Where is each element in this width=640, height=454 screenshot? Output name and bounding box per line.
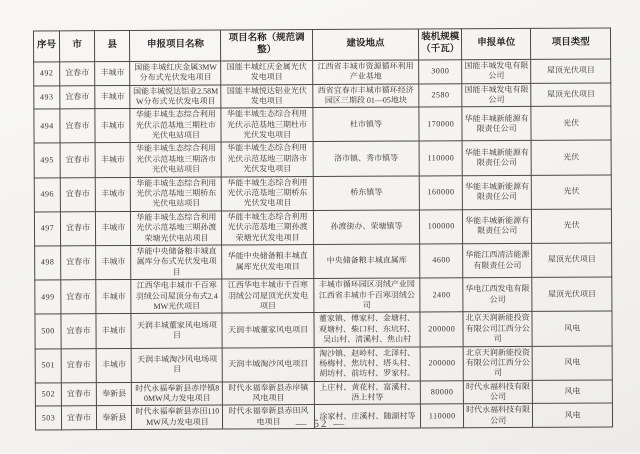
table-cell: 洛市镇、秀市镇等 xyxy=(313,141,420,176)
table-cell: 华能丰城生态综合利用光伏示范基地三期桥东光伏电站项目 xyxy=(131,177,222,212)
table-cell: 2580 xyxy=(419,83,462,107)
table-cell: 天润丰城董家风电项目 xyxy=(222,313,313,348)
table-cell: 华能丰城生态综合利用光伏示范基地三期杜市光伏电站项目 xyxy=(130,108,221,143)
table-cell: 华电江西发电有限公司 xyxy=(463,278,532,313)
table-cell: 华能丰城新能源有限责任公司 xyxy=(462,141,531,176)
table-cell: 丰城市 xyxy=(96,245,131,279)
table-cell: 国能丰城红庆金属光伏发电项目 xyxy=(221,60,312,84)
column-header-installed-capacity: 装机规模（千瓦） xyxy=(419,29,462,60)
table-cell: 国能丰城发电有限公司 xyxy=(462,59,531,83)
table-cell: 501 xyxy=(35,348,61,382)
table-cell: 华能江西清洁能源有限责任公司 xyxy=(463,243,532,278)
table-cell: 丰城市循环园区羽绒产业园江西省丰城市千百寒羽绒公司 xyxy=(313,278,420,313)
table-cell: 丰城市 xyxy=(95,177,130,211)
table-cell: 200000 xyxy=(421,346,464,380)
table-cell: 中央储备粮丰城直属库 xyxy=(313,244,420,279)
table-cell: 华能丰城生态综合利用光伏示范基地三期孙渡荣塘光伏发电项目 xyxy=(222,210,313,245)
table-cell: 时代永福科技有限公司 xyxy=(463,404,532,428)
table-cell: 496 xyxy=(34,178,60,212)
table-cell: 502 xyxy=(35,383,61,407)
table-cell: 华能丰城生态综合利用光伏示范基地三期杜市光伏发电项目 xyxy=(221,108,312,143)
table-cell: 光伏 xyxy=(532,209,612,244)
table-cell: 503 xyxy=(35,406,61,430)
table-cell: 3000 xyxy=(419,60,462,84)
table-cell: 498 xyxy=(35,246,61,280)
table-cell: 宜春市 xyxy=(61,382,96,406)
table-row xyxy=(35,243,612,280)
table-row xyxy=(35,277,612,314)
table-cell: 492 xyxy=(34,62,60,86)
table-cell: 497 xyxy=(34,212,60,246)
column-header-city: 市 xyxy=(59,31,94,62)
table-cell: 丰城市 xyxy=(96,211,131,245)
table-cell: 宜春市 xyxy=(61,280,96,314)
column-header-construction-site: 建设地点 xyxy=(312,29,419,60)
table-cell: 495 xyxy=(34,143,60,177)
table-cell: 风电 xyxy=(533,380,613,404)
table-cell: 西省宜春市丰城市循环经济园区三期段 01—05地块 xyxy=(312,84,419,108)
table-cell: 华能中央储备粮丰城直属库分布式光伏发电项目 xyxy=(131,245,222,280)
table-cell: 丰城市 xyxy=(96,348,131,382)
table-row xyxy=(34,175,611,212)
column-header-declared-project-name: 申报项目名称 xyxy=(130,30,221,61)
table-cell: 天润丰城董家风电场项目 xyxy=(131,313,222,348)
table-cell: 涂家村、庄溪村、随湖村等 xyxy=(314,404,421,428)
table-cell: 494 xyxy=(34,109,60,143)
table-cell: 华能丰城生态综合利用光伏示范基地三期洛市光伏发电项目 xyxy=(222,142,313,177)
table-cell: 宜春市 xyxy=(60,212,95,246)
header-row xyxy=(33,28,610,62)
table-cell: 江西华电丰城市千百寒羽绒公司屋顶光伏发电项目 xyxy=(222,279,313,314)
column-header-declaring-unit: 申报单位 xyxy=(462,28,531,59)
table-cell: 国能丰城悦达铝业光伏发电项目 xyxy=(221,84,312,108)
column-header-project-type: 项目类型 xyxy=(531,28,611,59)
table-cell: 淘沙镇、赵岭村、北泽村、杨梅村、焦坑村、塔头村、胡坊村、前坊村、罗家村。 xyxy=(314,346,421,381)
table-cell: 170000 xyxy=(419,107,462,141)
table-cell: 宜春市 xyxy=(60,177,95,211)
table-cell: 丰城市 xyxy=(95,143,130,177)
table-cell: 时代永福奉新县赤田110MW风力发电项目 xyxy=(132,405,223,429)
table-cell: 100000 xyxy=(420,210,463,244)
table-row xyxy=(34,140,611,177)
table-cell: 宜春市 xyxy=(61,246,96,280)
table-cell: 时代永福奉新县赤田风电项目 xyxy=(223,405,314,429)
table-cell: 国能丰城悦达铝业2.58MW分布式光伏发电项目 xyxy=(130,85,221,109)
table-row xyxy=(35,380,612,407)
table-cell: 桥东镇等 xyxy=(313,176,420,211)
table-cell: 华能丰城新能源有限责任公司 xyxy=(462,209,531,244)
table-cell: 4600 xyxy=(420,244,463,278)
table-cell: 华能丰城生态综合利用光伏示范基地三期洛市光伏电站项目 xyxy=(130,142,221,177)
table-cell: 宜春市 xyxy=(60,143,95,177)
table-cell: 奉新县 xyxy=(96,382,131,406)
column-header-adjusted-project-name: 项目名称（规范调整） xyxy=(221,30,312,61)
table-cell: 时代永福奉新县赤岸镇风电项目 xyxy=(223,381,314,405)
table-cell: 奉新县 xyxy=(97,406,132,430)
table-cell: 江西华电丰城市千百寒羽绒公司屋顶分布式2.4MW光伏项目 xyxy=(131,279,222,314)
table-cell: 时代永福科技有限公司 xyxy=(463,380,532,404)
table-cell: 丰城市 xyxy=(95,109,130,143)
table-cell: 丰城市 xyxy=(96,314,131,348)
table-cell: 屋顶光伏项目 xyxy=(531,59,611,83)
table-cell: 宜春市 xyxy=(61,406,96,430)
table-cell: 天润丰城淘沙风电项目 xyxy=(223,347,314,382)
table-cell: 160000 xyxy=(420,175,463,209)
table-cell: 宜春市 xyxy=(60,109,95,143)
page-number: — 52 — xyxy=(295,417,347,431)
table-cell: 孙渡街办、荣塘镇等 xyxy=(313,210,420,245)
table-cell: 500 xyxy=(35,314,61,348)
table-cell: 丰城市 xyxy=(95,61,130,85)
table-cell: 国能丰城发电有限公司 xyxy=(462,83,531,107)
table-cell: 110000 xyxy=(421,404,464,428)
table-row xyxy=(35,311,612,348)
table-row xyxy=(35,345,612,382)
table-cell: 光伏 xyxy=(532,175,612,210)
table-cell: 江西省丰城市资源循环利用产业基地 xyxy=(312,60,419,84)
table-cell: 2400 xyxy=(420,278,463,312)
table-cell: 风电 xyxy=(533,403,613,427)
table-cell: 光伏 xyxy=(531,140,611,175)
table-row xyxy=(34,59,611,86)
table-cell: 80000 xyxy=(421,380,464,404)
table-cell: 200000 xyxy=(420,312,463,346)
table-cell: 华能丰城生态综合利用光伏示范基地三期孙渡荣塘光伏电站项目 xyxy=(131,211,222,246)
projects-table xyxy=(33,27,613,430)
table-row xyxy=(34,83,611,110)
table-cell: 国能丰城红庆金属3MW分布式光伏发电项目 xyxy=(130,61,221,85)
table-cell: 宜春市 xyxy=(60,61,95,85)
table-cell: 110000 xyxy=(419,141,462,175)
table-cell: 华能丰城新能源有限责任公司 xyxy=(462,107,531,142)
table-cell: 华能丰城生态综合利用光伏示范基地三期桥东光伏发电项目 xyxy=(222,176,313,211)
column-header-index: 序号 xyxy=(33,31,59,62)
table-cell: 宜春市 xyxy=(61,348,96,382)
table-cell: 屋顶光伏项目 xyxy=(532,243,612,278)
table-cell: 天润丰城淘沙风电场项目 xyxy=(131,348,222,383)
table-row xyxy=(34,106,611,143)
table-cell: 上庄村、黄花村、富溪村、浯上村等 xyxy=(314,381,421,405)
table-cell: 时代永福奉新县赤岸镇80MW风力发电项目 xyxy=(132,382,223,406)
table-cell: 宜春市 xyxy=(61,314,96,348)
table-cell: 光伏 xyxy=(531,106,611,141)
column-header-county: 县 xyxy=(95,30,130,61)
table-cell: 屋顶光伏项目 xyxy=(532,277,612,312)
table-cell: 董家镇、傅家村、金塘村、观塘村、柴口村、东坑村、吴山村、清溪村、焦山村 xyxy=(314,312,421,347)
table-cell: 风电 xyxy=(532,345,612,380)
table-cell: 华能中央储备粮丰城直属库光伏发电项目 xyxy=(222,245,313,280)
table-cell: 杜市镇等 xyxy=(313,107,420,142)
table-cell: 北京天润新能投资有限公司江西分公司 xyxy=(463,312,532,347)
table-cell: 493 xyxy=(34,85,60,109)
table-cell: 499 xyxy=(35,280,61,314)
table-cell: 北京天润新能投资有限公司江西分公司 xyxy=(463,346,532,381)
table-cell: 风电 xyxy=(532,311,612,346)
table-cell: 丰城市 xyxy=(95,85,130,109)
table-cell: 宜春市 xyxy=(60,85,95,109)
table-cell: 华能丰城新能源有限责任公司 xyxy=(462,175,531,210)
table-cell: 丰城市 xyxy=(96,280,131,314)
table-cell: 屋顶光伏项目 xyxy=(531,83,611,107)
table-row xyxy=(34,209,611,246)
